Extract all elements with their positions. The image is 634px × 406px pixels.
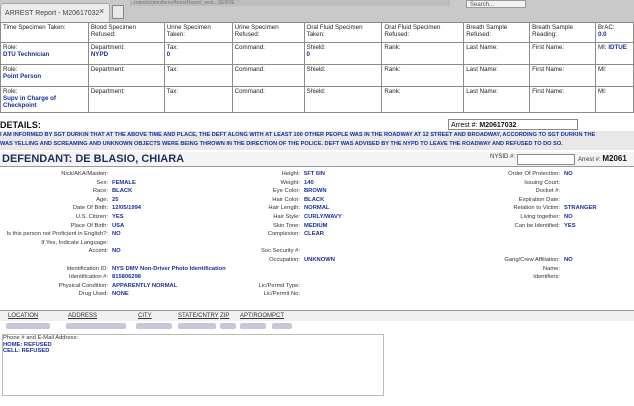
rank-cell [382, 65, 464, 87]
field-label: Occupation: [269, 257, 300, 263]
field-label: MI: [598, 44, 607, 51]
command-cell [232, 87, 304, 113]
defendant-name: DEFENDANT: DE BLASIO, CHIARA [2, 153, 185, 165]
address-row [0, 321, 634, 331]
field-label: Breath Sample Refused: [466, 24, 508, 38]
field-value: 5FT 6IN [304, 171, 325, 177]
urine-refused-cell [232, 23, 304, 43]
field-value: NO [564, 171, 573, 177]
field-label: Soc.Security #: [261, 248, 300, 255]
field-label: Blood Specimen Refused: [90, 24, 136, 38]
field-label: Complexion: [267, 231, 300, 238]
browser-chrome [0, 0, 634, 23]
field-label: Hair Color: [272, 196, 300, 203]
field-value: NYS DMV Non-Driver Photo Identification [112, 265, 226, 272]
home-phone: HOME: REFUSED [3, 341, 52, 348]
field-label: Issuing Court: [524, 179, 560, 186]
field-value: UNKNOWN [304, 257, 335, 263]
defendant-arrest [578, 153, 627, 166]
tax-cell [164, 87, 232, 113]
mi-value: IDTUE [608, 44, 627, 51]
role-cell [1, 87, 89, 113]
cell-phone: CELL: REFUSED [3, 348, 50, 354]
field-value: FEMALE [112, 179, 136, 186]
address-col-header: LOCATION [8, 313, 39, 319]
rank-cell [382, 87, 464, 113]
field-label: Last Name: [466, 44, 498, 51]
officer-row [1, 43, 634, 65]
field-label: Time Specimen Taken: [3, 24, 66, 31]
redacted-block [220, 323, 236, 329]
field-label: First Name: [532, 88, 565, 95]
field-value: NO [112, 231, 121, 238]
field-label: Command: [234, 44, 265, 51]
tax-cell [164, 65, 232, 87]
field-label: If Yes, Indicate Language: [41, 239, 108, 246]
field-label: Command: [234, 88, 265, 95]
field-value: STRANGER [564, 205, 597, 212]
redacted-block [178, 323, 216, 329]
search-input[interactable]: Search... [466, 0, 526, 8]
field-label: Age: [96, 196, 108, 203]
address-col-header: APT/ROOM [240, 313, 273, 319]
field-label: BrAC: [598, 24, 615, 31]
redacted-block [240, 323, 266, 329]
field-value: BROWN [304, 188, 327, 195]
address-col-header: CITY [138, 313, 152, 319]
redacted-block [136, 323, 172, 329]
field-label: Hair Length: [268, 205, 300, 212]
contact-box [2, 334, 384, 396]
mi-cell [596, 43, 634, 65]
field-value: MEDIUM [304, 222, 328, 229]
field-value: YES [564, 222, 576, 229]
report-page [0, 22, 634, 406]
contact-label: Phone # and E-Mail Address: [3, 335, 79, 341]
field-label: Lic/Permit No: [263, 291, 300, 298]
field-value: 815806298 [112, 274, 142, 281]
field-label: Drug Used: [78, 291, 108, 298]
command-cell [232, 43, 304, 65]
field-value: NORMAL [304, 205, 330, 212]
shield-cell [304, 43, 382, 65]
field-label: Height: [281, 171, 300, 177]
field-label: Oral Fluid Specimen Taken: [306, 24, 363, 38]
narrative-line: WAS YELLING AND SCREAMING AND UNKNOWN OBJECTS WERE BEING THROWN IN THE DIRECTION OF THE POLICE. DEFT WAS ADVISED BY THE NYPD TO LEAVE THE ROADWAY AND REFUSED TO DO SO. [0, 140, 563, 147]
field-value: NONE [112, 291, 129, 298]
field-label: Sex: [96, 179, 108, 186]
field-label: Urine Specimen Refused: [234, 24, 279, 38]
address-col-header: PCT [272, 313, 284, 319]
field-label: Tax: [166, 66, 179, 73]
specimen-officer-table [0, 22, 634, 113]
field-label: Expiration Date: [518, 196, 560, 203]
role-cell [1, 65, 89, 87]
nysid-label: NYSID #: [490, 154, 516, 160]
arrest-number-box [448, 119, 578, 130]
field-value: 12/05/1994 [112, 205, 142, 212]
role-label: Role: [3, 44, 18, 51]
time-specimen-cell [1, 23, 89, 43]
shield-value: 0 [306, 51, 310, 58]
role-cell [1, 43, 89, 65]
shield-cell [304, 87, 382, 113]
field-label: Relation to Victim: [513, 205, 560, 212]
field-label: Is this person not Proficient in English?: [6, 231, 108, 238]
url-bar[interactable]: ...reports/omniform/ArrestReport_web...SERVE [130, 0, 450, 6]
field-label: Shield: [306, 44, 326, 51]
specimen-row [1, 23, 634, 43]
department-value: NYPD [90, 51, 109, 58]
field-label: First Name: [532, 44, 565, 51]
nysid-field [517, 154, 575, 165]
arrest-number: M20617032 [479, 122, 517, 129]
field-label: Tax: [166, 44, 179, 51]
field-label: Command: [234, 66, 265, 73]
field-label: Race: [92, 188, 108, 195]
field-label: MI: [598, 66, 607, 73]
field-label: Last Name: [466, 88, 498, 95]
field-label: MI: [598, 88, 607, 95]
role-value: Point Person [3, 73, 42, 80]
field-label: U.S. Citizen: [75, 214, 108, 220]
field-label: Nick/AKA/Maiden: [61, 171, 108, 177]
field-label: Eye Color: [272, 188, 300, 195]
field-label: Date Of Birth: [72, 205, 108, 212]
role-value: Supv in Charge of Checkpoint [3, 95, 56, 109]
field-label: Can be Identified: [514, 222, 560, 229]
brac-value: 0.0 [598, 31, 607, 38]
redacted-block [272, 323, 292, 329]
field-label: Physical Condition: [58, 282, 108, 289]
last-name-cell [464, 43, 530, 65]
field-label: Department: [90, 88, 125, 95]
address-col-header: ZIP [220, 313, 230, 319]
field-label: Department: [90, 66, 125, 73]
field-value: BLACK [112, 188, 133, 195]
field-label: Rank: [384, 66, 401, 73]
defendant-info [0, 168, 634, 308]
field-value: NO [564, 257, 573, 263]
details-heading: DETAILS: [0, 120, 41, 130]
field-label: Hair Style: [273, 214, 300, 220]
field-value: 140 [304, 179, 314, 186]
tab-title: ARREST Report - M20617032 [5, 10, 100, 17]
breath-reading-cell [530, 23, 596, 43]
field-label: Accent: [88, 248, 108, 255]
arrest-label: Arrest #: [451, 122, 478, 129]
field-value: USA [112, 222, 125, 229]
redacted-block [66, 323, 126, 329]
field-label: Rank: [384, 44, 401, 51]
field-value: CURLY/WAVY [304, 214, 342, 220]
brac-cell [596, 23, 634, 43]
field-value: 25 [112, 196, 119, 203]
address-col-header: ADDRESS [68, 313, 98, 319]
field-label: Order Of Protection: [508, 171, 560, 177]
oral-taken-cell [304, 23, 382, 43]
shield-cell [304, 65, 382, 87]
details-narrative [0, 131, 634, 150]
field-label: Rank: [384, 88, 401, 95]
field-label: Department: [90, 44, 125, 51]
field-label: Weight: [280, 179, 300, 186]
field-label: Gang/Crew Affiliation: [504, 257, 560, 263]
field-value: BLACK [304, 196, 325, 203]
first-name-cell [530, 87, 596, 113]
field-label: Shield: [306, 88, 326, 95]
defendant-header [0, 152, 634, 167]
first-name-cell [530, 43, 596, 65]
field-label: Breath Sample Reading: [532, 24, 574, 38]
redacted-block [6, 323, 50, 329]
field-value: NO [112, 248, 121, 255]
role-label: Role: [3, 66, 18, 73]
urine-taken-cell [164, 23, 232, 43]
oral-refused-cell [382, 23, 464, 43]
field-label: Oral Fluid Specimen Refused: [384, 24, 441, 38]
officer-row [1, 87, 634, 113]
tax-value: 0 [166, 51, 171, 58]
role-value: DTU Technician [3, 51, 50, 58]
breath-refused-cell [464, 23, 530, 43]
field-value: APPARENTLY NORMAL [112, 282, 178, 289]
field-label: Skin Tone: [273, 222, 300, 229]
field-label: First Name: [532, 66, 565, 73]
info-row [250, 290, 480, 299]
close-icon[interactable]: × [99, 6, 105, 16]
field-label: Lic/Permit Type: [258, 282, 300, 289]
info-row [480, 273, 630, 282]
tax-cell [164, 43, 232, 65]
command-cell [232, 65, 304, 87]
blood-refused-cell [88, 23, 164, 43]
field-value: NO [564, 214, 573, 220]
field-value: CLEAR [304, 231, 324, 238]
field-label: Name: [542, 265, 560, 272]
last-name-cell [464, 65, 530, 87]
first-name-cell [530, 65, 596, 87]
field-label: Identification ID: [66, 265, 108, 272]
field-value: YES [112, 214, 124, 220]
field-label: Living together: [520, 214, 560, 220]
field-label: Urine Specimen Taken: [166, 24, 211, 38]
narrative-line: I AM INFORMED BY SGT DURKIN THAT AT THE ABOVE TIME AND PLACE, THE DEFT ALONG WITH AT LEAST 100 OTHER PEOPLE WAS IN THE ROADWAY AT 12 STREET AND BROADWAY, ACCORDING TO SGT DURKIN THE [0, 132, 596, 138]
address-col-header: STATE/CNTRY [178, 313, 219, 319]
field-label: Last Name: [466, 66, 498, 73]
department-cell [88, 43, 164, 65]
arrest-label: Arrest #: [578, 157, 601, 163]
mi-cell [596, 87, 634, 113]
field-label: Identifiers: [533, 274, 560, 281]
department-cell [88, 65, 164, 87]
browser-tab[interactable] [0, 3, 110, 22]
officer-row [1, 65, 634, 87]
mi-cell [596, 65, 634, 87]
role-label: Role: [3, 88, 18, 95]
field-label: Shield: [306, 66, 326, 73]
field-label: Docket #: [535, 188, 560, 195]
department-cell [88, 87, 164, 113]
new-tab-icon[interactable] [112, 5, 124, 19]
arrest-number: M2061 [602, 154, 627, 163]
last-name-cell [464, 87, 530, 113]
field-label: Place Of Birth: [70, 222, 108, 229]
info-row [0, 290, 250, 299]
field-label: Tax: [166, 88, 179, 95]
field-label: Identification #: [69, 274, 108, 281]
rank-cell [382, 43, 464, 65]
